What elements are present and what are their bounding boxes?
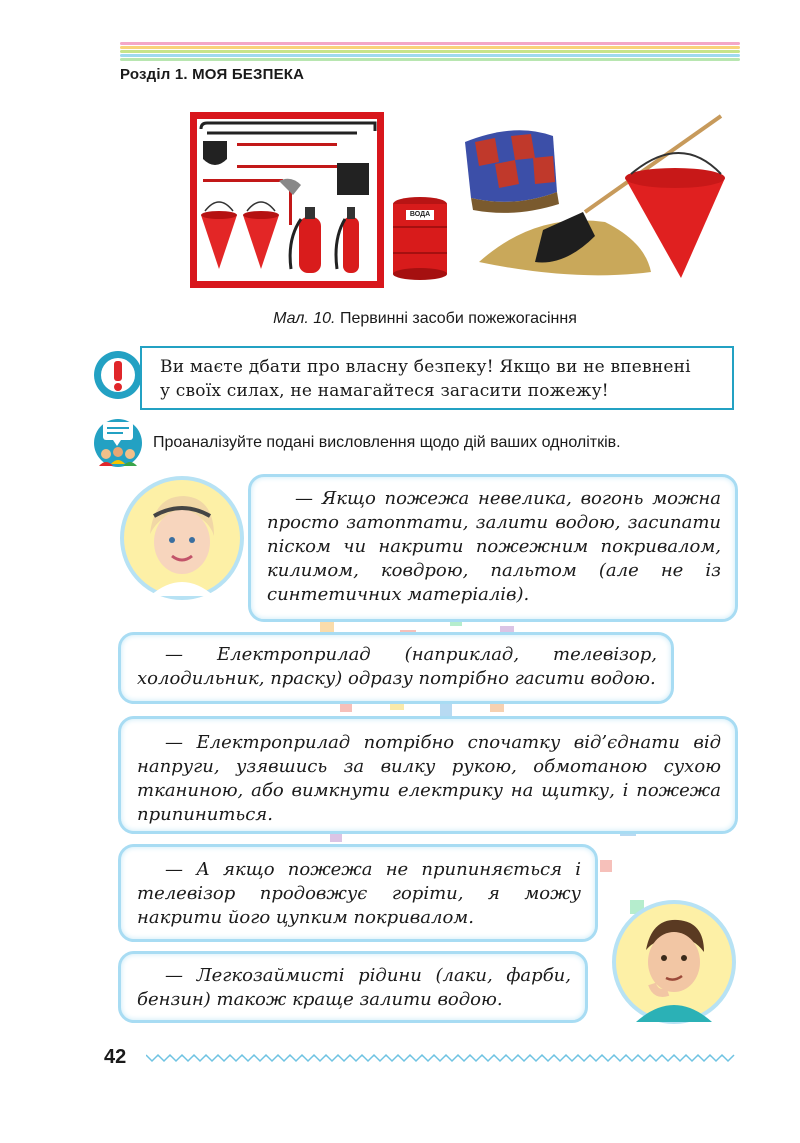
statement-bubble-3: — Електроприлад потрібно спочатку від’єднати від напруги, узявшись за вилку рукою, обмотаною сухою тканиною, або вимкнути електрику на щитку, і пожежа припиниться.: [118, 716, 738, 834]
footer-zigzag: [146, 1050, 738, 1060]
warning-line-2: у своїх силах, не намагайтеся загасити пожежу!: [160, 381, 609, 401]
boy-avatar: [612, 900, 736, 1024]
exclamation-icon: [93, 350, 143, 400]
discussion-icon: [93, 416, 143, 468]
figure-caption: [190, 310, 660, 328]
statement-bubble-5: — Легкозаймисті рідини (лаки, фарби, бензин) також краще залити водою.: [118, 951, 588, 1023]
barrel-label: ВОДА: [409, 211, 431, 218]
header-stripes: [120, 42, 740, 64]
statement-bubble-2: — Електроприлад (наприклад, телевізор, холодильник, праску) одразу потрібно гасити водою.: [118, 632, 674, 704]
statement-bubble-1: — Якщо пожежа невелика, вогонь можна просто затоптати, залити водою, засипати піском чи накрити пожежним покривалом, килимом, ковдрою, пальтом (але не із синтетичних матеріалів).: [248, 474, 738, 622]
statement-bubble-4: — А якщо пожежа не припиняється і телевізор продовжує горіти, я можу накрити його цупким покривалом.: [118, 844, 598, 942]
task-instruction: Проаналізуйте подані висловлення щодо дій ваших однолітків.: [153, 434, 621, 451]
fire-stand-illustration: [190, 112, 384, 288]
water-barrel-illustration: [392, 196, 448, 280]
page-number: 42: [104, 1046, 127, 1068]
caption-prefix: Мал. 10.: [273, 310, 336, 327]
girl-avatar: [120, 476, 244, 600]
caption-text: Первинні засоби пожежогасіння: [335, 310, 577, 327]
fire-tools-illustration: [455, 112, 745, 287]
warning-box: [140, 346, 734, 410]
section-title: Розділ 1. МОЯ БЕЗПЕКА: [120, 66, 305, 83]
warning-line-1: Ви маєте дбати про власну безпеку! Якщо ви не впевнені: [160, 357, 691, 377]
